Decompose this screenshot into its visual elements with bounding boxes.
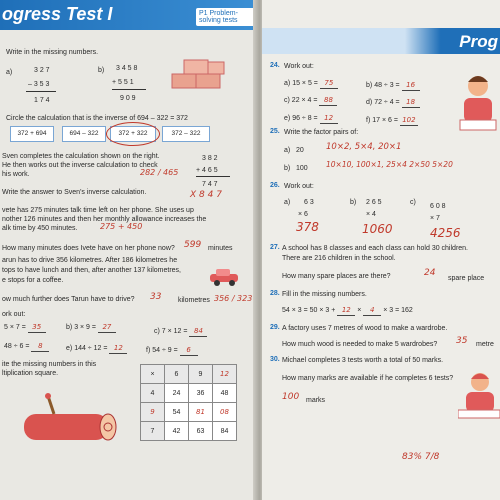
q24-item-b: b) 48 ÷ 3 = 16 [366, 81, 420, 91]
q29-unit: metre [476, 341, 494, 348]
q2-option-3[interactable]: 372 + 322 [110, 126, 156, 142]
q24-item-f: f) 17 × 6 = 102 [366, 116, 418, 126]
q6-item-f: f) 54 ÷ 9 = 6 [146, 346, 198, 356]
q3-calc-row1: 3 8 2 [202, 155, 218, 162]
q26b-mul: × 4 [366, 211, 376, 218]
q26c-top: 6 0 8 [430, 203, 446, 210]
q27-line-1: A school has 8 classes and each class can hold 30 children. [282, 245, 469, 252]
sq-cell: 7 [141, 422, 165, 441]
q26a-answer: 378 [296, 220, 319, 234]
q1b-rule [112, 89, 146, 90]
q26-number: 26. [270, 182, 280, 189]
page-title: ogress Test I [2, 4, 113, 24]
q30-question: How many marks are available if he completes 6 tests? [282, 375, 454, 382]
q24-item-a: a) 15 × 5 = 75 [284, 79, 338, 89]
q26b-answer: 1060 [362, 222, 393, 236]
q25-instruction: Write the factor pairs of: [284, 129, 359, 136]
sq-cell: 4 [141, 384, 165, 403]
sq-cell: 54 [165, 403, 189, 422]
right-page [262, 0, 500, 500]
q3-calc-row3: 7 4 7 [202, 181, 218, 188]
q4-line-3: alk time by 450 minutes. [2, 225, 78, 232]
q2-option-4[interactable]: 372 – 322 [162, 126, 210, 142]
q4-line-1: vete has 275 minutes talk time left on her phone. She uses up [2, 207, 194, 214]
q26c-answer: 4256 [430, 226, 461, 240]
q29-question: How much wood is needed to make 5 wardrobes? [282, 341, 438, 348]
q24-item-e: e) 96 ÷ 8 = 12 [284, 114, 338, 124]
q24-instruction: Work out: [284, 63, 314, 70]
q1-instruction: Write in the missing numbers. [6, 49, 99, 56]
right-header [262, 28, 500, 54]
q24-number: 24. [270, 62, 280, 69]
q25a-value: 20 [296, 147, 304, 154]
q1a-row3: 1 7 4 [34, 97, 50, 104]
q4-answer: 599 [184, 240, 202, 250]
q4-unit: minutes [208, 245, 233, 252]
sq-cell: 9 [189, 365, 213, 384]
q2-option-1[interactable]: 372 + 694 [10, 126, 54, 142]
sq-cell: × [141, 365, 165, 384]
q3-calc-rule [196, 176, 230, 177]
sq-cell: 84 [213, 422, 237, 441]
q28-number: 28. [270, 290, 280, 297]
q5-line-3: e stops for a coffee. [2, 277, 64, 284]
q1b-label: b) [98, 67, 105, 74]
q26a-top: 6 3 [304, 199, 314, 206]
score-note: 83% 7/8 [402, 452, 440, 462]
q27-question: How many spare places are there? [282, 273, 391, 280]
q3-line-2: He then works out the inverse calculation to check [2, 162, 158, 169]
q30-line: Michael completes 3 tests worth a total of 50 marks. [282, 357, 444, 364]
sq-cell: 6 [165, 365, 189, 384]
q2-answer-circle [106, 122, 160, 146]
q3-line-3: his work. [2, 171, 30, 178]
sq-cell[interactable]: 12 [213, 365, 237, 384]
q1a-row1: 3 2 7 [34, 67, 50, 74]
q26c-mul: × 7 [430, 215, 440, 222]
sq-cell[interactable]: 9 [141, 403, 165, 422]
q2-instruction: Circle the calculation that is the inverse of 694 – 322 = 372 [6, 115, 188, 122]
q6-instruction: ork out: [2, 311, 26, 318]
q27-unit: spare place [448, 275, 485, 282]
q1b-row1: 3 4 5 8 [116, 65, 138, 72]
q1a-row2: – 3 5 3 [28, 81, 50, 88]
q26c-label: c) [410, 199, 416, 206]
q27-line-2: There are 216 children in the school. [282, 255, 396, 262]
q5-line-1: arun has to drive 356 kilometres. After 186 kilometres he [2, 257, 178, 264]
child-reading-illustration [458, 70, 500, 136]
q6-item-b: b) 3 × 9 = 27 [66, 323, 116, 333]
q4-line-2: nother 126 minutes and then her monthly allowance increases the [2, 216, 207, 223]
q30-number: 30. [270, 356, 280, 363]
sq-cell: 42 [165, 422, 189, 441]
sq-cell: 48 [213, 384, 237, 403]
q2-option-2[interactable]: 694 – 322 [62, 126, 106, 142]
q3-answer: X 8 4 7 [190, 190, 222, 200]
q1b-row3: 9 0 9 [120, 95, 136, 102]
car-illustration [208, 268, 242, 286]
left-header [0, 0, 257, 30]
q26a-label: a) [284, 199, 291, 206]
q29-number: 29. [270, 324, 280, 331]
q26b-top: 2 6 5 [366, 199, 382, 206]
q3-line-1: Sven completes the calculation shown on the right. [2, 153, 160, 160]
q29-answer: 35 [456, 336, 468, 346]
q24-item-d: d) 72 ÷ 4 = 18 [366, 98, 420, 108]
sq-cell[interactable]: 81 [189, 403, 213, 422]
q26a-mul: × 6 [298, 211, 308, 218]
q3-handwritten-work: 282 / 465 [140, 168, 179, 177]
q5-answer: 33 [150, 292, 162, 302]
q26-instruction: Work out: [284, 183, 314, 190]
q30-unit: marks [306, 397, 326, 404]
multiplication-square [140, 364, 237, 441]
q30-answer: 100 [282, 392, 300, 402]
bricks-illustration [168, 52, 230, 100]
q25b-value: 100 [296, 165, 308, 172]
q29-line: A factory uses 7 metres of wood to make a wardrobe. [282, 325, 448, 332]
q5-line-2: tops to have lunch and then, after another 137 kilometres, [2, 267, 182, 274]
q6-item-a: 5 × 7 = 35 [4, 323, 46, 333]
q5-work: 356 / 323 [214, 294, 253, 303]
q25b-answer: 10×10, 100×1, 25×4 2×50 5×20 [326, 160, 453, 169]
q27-number: 27. [270, 244, 280, 251]
q26b-label: b) [350, 199, 357, 206]
q3-calc-row2: + 4 6 5 [196, 167, 218, 174]
q1a-rule [26, 91, 56, 92]
log-illustration [14, 392, 124, 452]
q25a-answer: 10×2, 5×4, 20×1 [326, 142, 402, 152]
q28-instruction: Fill in the missing numbers. [282, 291, 367, 298]
q25-number: 25. [270, 128, 280, 135]
q4-work: 275 + 450 [100, 222, 143, 231]
q27-answer: 24 [424, 268, 436, 278]
q1a-label: a) [6, 69, 13, 76]
q5-question: ow much further does Tarun have to drive? [2, 296, 135, 303]
q1b-row2: + 5 5 1 [112, 79, 134, 86]
q6-item-d: 48 ÷ 6 = 8 [4, 342, 49, 352]
q6-item-c: c) 7 × 12 = 84 [154, 327, 207, 337]
q7-line-2: ltiplication square. [2, 370, 59, 377]
q24-item-c: c) 22 × 4 = 88 [284, 96, 337, 106]
child-writing-illustration [458, 370, 500, 420]
q5-unit: kilometres [178, 297, 210, 304]
right-page-title: Prog [459, 32, 498, 51]
q25a-label: a) [284, 147, 291, 154]
q4-question: How many minutes does Ivete have on her phone now? [2, 245, 175, 252]
q7-line-1: ite the missing numbers in this [2, 361, 97, 368]
q6-item-e: e) 144 ÷ 12 = 12 [66, 344, 127, 354]
sq-cell: 24 [165, 384, 189, 403]
q25b-label: b) [284, 165, 291, 172]
sq-cell: 63 [189, 422, 213, 441]
sq-cell: 36 [189, 384, 213, 403]
q28-equation: 54 × 3 = 50 × 3 + 12 × 4 × 3 = 162 [282, 306, 413, 314]
q3-answer-prompt: Write the answer to Sven's inverse calculation. [2, 189, 147, 196]
section-tab: P1 Problem-solving tests [196, 8, 257, 26]
sq-cell[interactable]: 08 [213, 403, 237, 422]
